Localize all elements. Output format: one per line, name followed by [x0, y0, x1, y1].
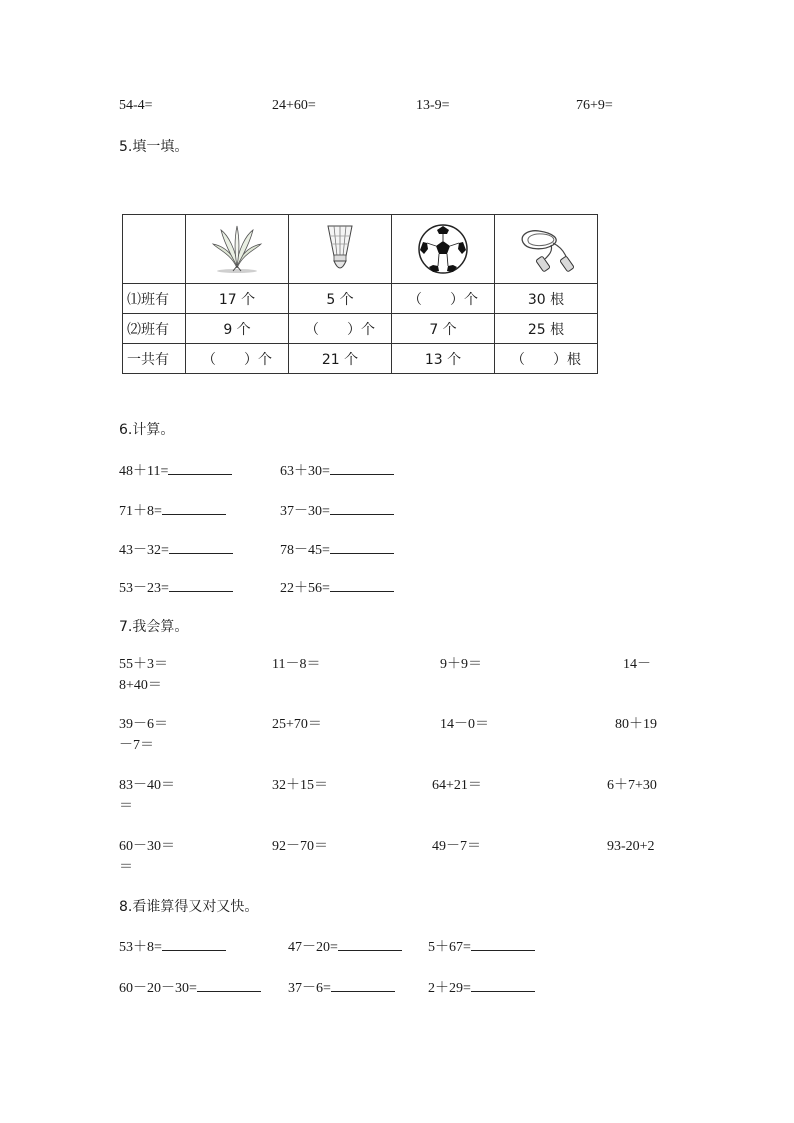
calc-expression: 37－6= [288, 981, 331, 996]
calc-item [428, 936, 535, 957]
mental-math-item: 14－0＝ [440, 717, 489, 732]
calc-item [119, 977, 261, 998]
mental-math-item: 93-20+2 [607, 839, 655, 854]
mental-math-item: 80＋19 [615, 717, 657, 732]
calc-expression: 37－30= [280, 504, 330, 519]
answer-blank[interactable] [330, 577, 394, 592]
table-icon-cell [186, 215, 289, 284]
mental-math-item: 49－7＝ [432, 839, 481, 854]
answer-blank[interactable] [330, 460, 394, 475]
jump-rope-icon [513, 225, 579, 273]
mental-math-item: 64+21＝ [432, 778, 482, 793]
calc-expression: 63＋30= [280, 464, 330, 479]
top-exercise-1: 54-4= [119, 98, 153, 113]
fill-table [122, 214, 598, 374]
table-icon-cell [495, 215, 598, 284]
answer-blank[interactable] [330, 539, 394, 554]
mental-math-item: 60－30＝ [119, 839, 175, 854]
calc-expression: 2＋29= [428, 981, 471, 996]
table-cell: 5 个 [289, 284, 392, 314]
row-label: 一共有 [123, 344, 186, 374]
section8-title: 8.看谁算得又对又快。 [119, 899, 259, 915]
table-cell: 17 个 [186, 284, 289, 314]
calc-item [428, 977, 535, 998]
section7-title: 7.我会算。 [119, 619, 189, 635]
mental-math-item: 25+70＝ [272, 717, 322, 732]
mental-math-item: 32＋15＝ [272, 778, 328, 793]
calc-expression: 5＋67= [428, 940, 471, 955]
answer-blank[interactable] [471, 936, 535, 951]
mental-math-item: 83－40＝ [119, 778, 175, 793]
table-row [123, 344, 598, 374]
mental-math-item: 9＋9＝ [440, 657, 482, 672]
calc-item [119, 460, 232, 481]
top-exercise-4: 76+9= [576, 98, 613, 113]
table-icon-cell [392, 215, 495, 284]
mental-math-item: 14－ [623, 657, 651, 672]
calc-expression: 78－45= [280, 543, 330, 558]
answer-blank[interactable] [338, 936, 402, 951]
table-cell-blank[interactable]: （ ）个 [186, 344, 289, 374]
calc-item [119, 500, 226, 521]
table-cell: 13 个 [392, 344, 495, 374]
calc-expression: 43－32= [119, 543, 169, 558]
mental-math-item: 92－70＝ [272, 839, 328, 854]
answer-blank[interactable] [162, 936, 226, 951]
calc-item [119, 577, 233, 598]
mental-math-continuation: 8+40＝ [119, 678, 162, 693]
calc-item [119, 539, 233, 560]
calc-expression: 48＋11= [119, 464, 169, 479]
calc-item [280, 500, 394, 521]
top-exercise-2: 24+60= [272, 98, 316, 113]
answer-blank[interactable] [197, 977, 261, 992]
calc-expression: 53－23= [119, 581, 169, 596]
mental-math-item: 55＋3＝ [119, 657, 168, 672]
answer-blank[interactable] [169, 539, 233, 554]
answer-blank[interactable] [331, 977, 395, 992]
calc-item [119, 936, 226, 957]
mental-math-item: 11－8＝ [272, 657, 321, 672]
table-icon-cell [289, 215, 392, 284]
table-corner-cell [123, 215, 186, 284]
calc-item [280, 539, 394, 560]
calc-expression: 22＋56= [280, 581, 330, 596]
mental-math-continuation: ＝ [119, 799, 133, 814]
calc-expression: 71＋8= [119, 504, 162, 519]
mental-math-item: 6＋7+30 [607, 778, 657, 793]
table-cell-blank[interactable]: （ ）个 [289, 314, 392, 344]
answer-blank[interactable] [162, 500, 226, 515]
table-row [123, 314, 598, 344]
calc-item [288, 936, 402, 957]
section6-title: 6.计算。 [119, 422, 175, 438]
table-cell-blank[interactable]: （ ）个 [392, 284, 495, 314]
calc-expression: 53＋8= [119, 940, 162, 955]
answer-blank[interactable] [168, 460, 232, 475]
table-cell: 21 个 [289, 344, 392, 374]
calc-expression: 47－20= [288, 940, 338, 955]
soccer-ball-icon [417, 223, 469, 275]
calc-item [288, 977, 395, 998]
answer-blank[interactable] [169, 577, 233, 592]
badminton-shuttlecock-icon [320, 222, 360, 276]
top-exercise-3: 13-9= [416, 98, 450, 113]
answer-blank[interactable] [330, 500, 394, 515]
table-cell: 30 根 [495, 284, 598, 314]
calc-item [280, 460, 394, 481]
table-cell: 9 个 [186, 314, 289, 344]
row-label: ⑵班有 [123, 314, 186, 344]
mental-math-continuation: ＝ [119, 860, 133, 875]
table-cell-blank[interactable]: （ ）根 [495, 344, 598, 374]
mental-math-item: 39－6＝ [119, 717, 168, 732]
section5-title: 5.填一填。 [119, 139, 189, 155]
shuttlecock-flower-icon [209, 224, 265, 274]
mental-math-continuation: －7＝ [119, 738, 154, 753]
answer-blank[interactable] [471, 977, 535, 992]
table-cell: 7 个 [392, 314, 495, 344]
calc-item [280, 577, 394, 598]
calc-expression: 60－20－30= [119, 981, 197, 996]
table-row [123, 284, 598, 314]
table-cell: 25 根 [495, 314, 598, 344]
row-label: ⑴班有 [123, 284, 186, 314]
